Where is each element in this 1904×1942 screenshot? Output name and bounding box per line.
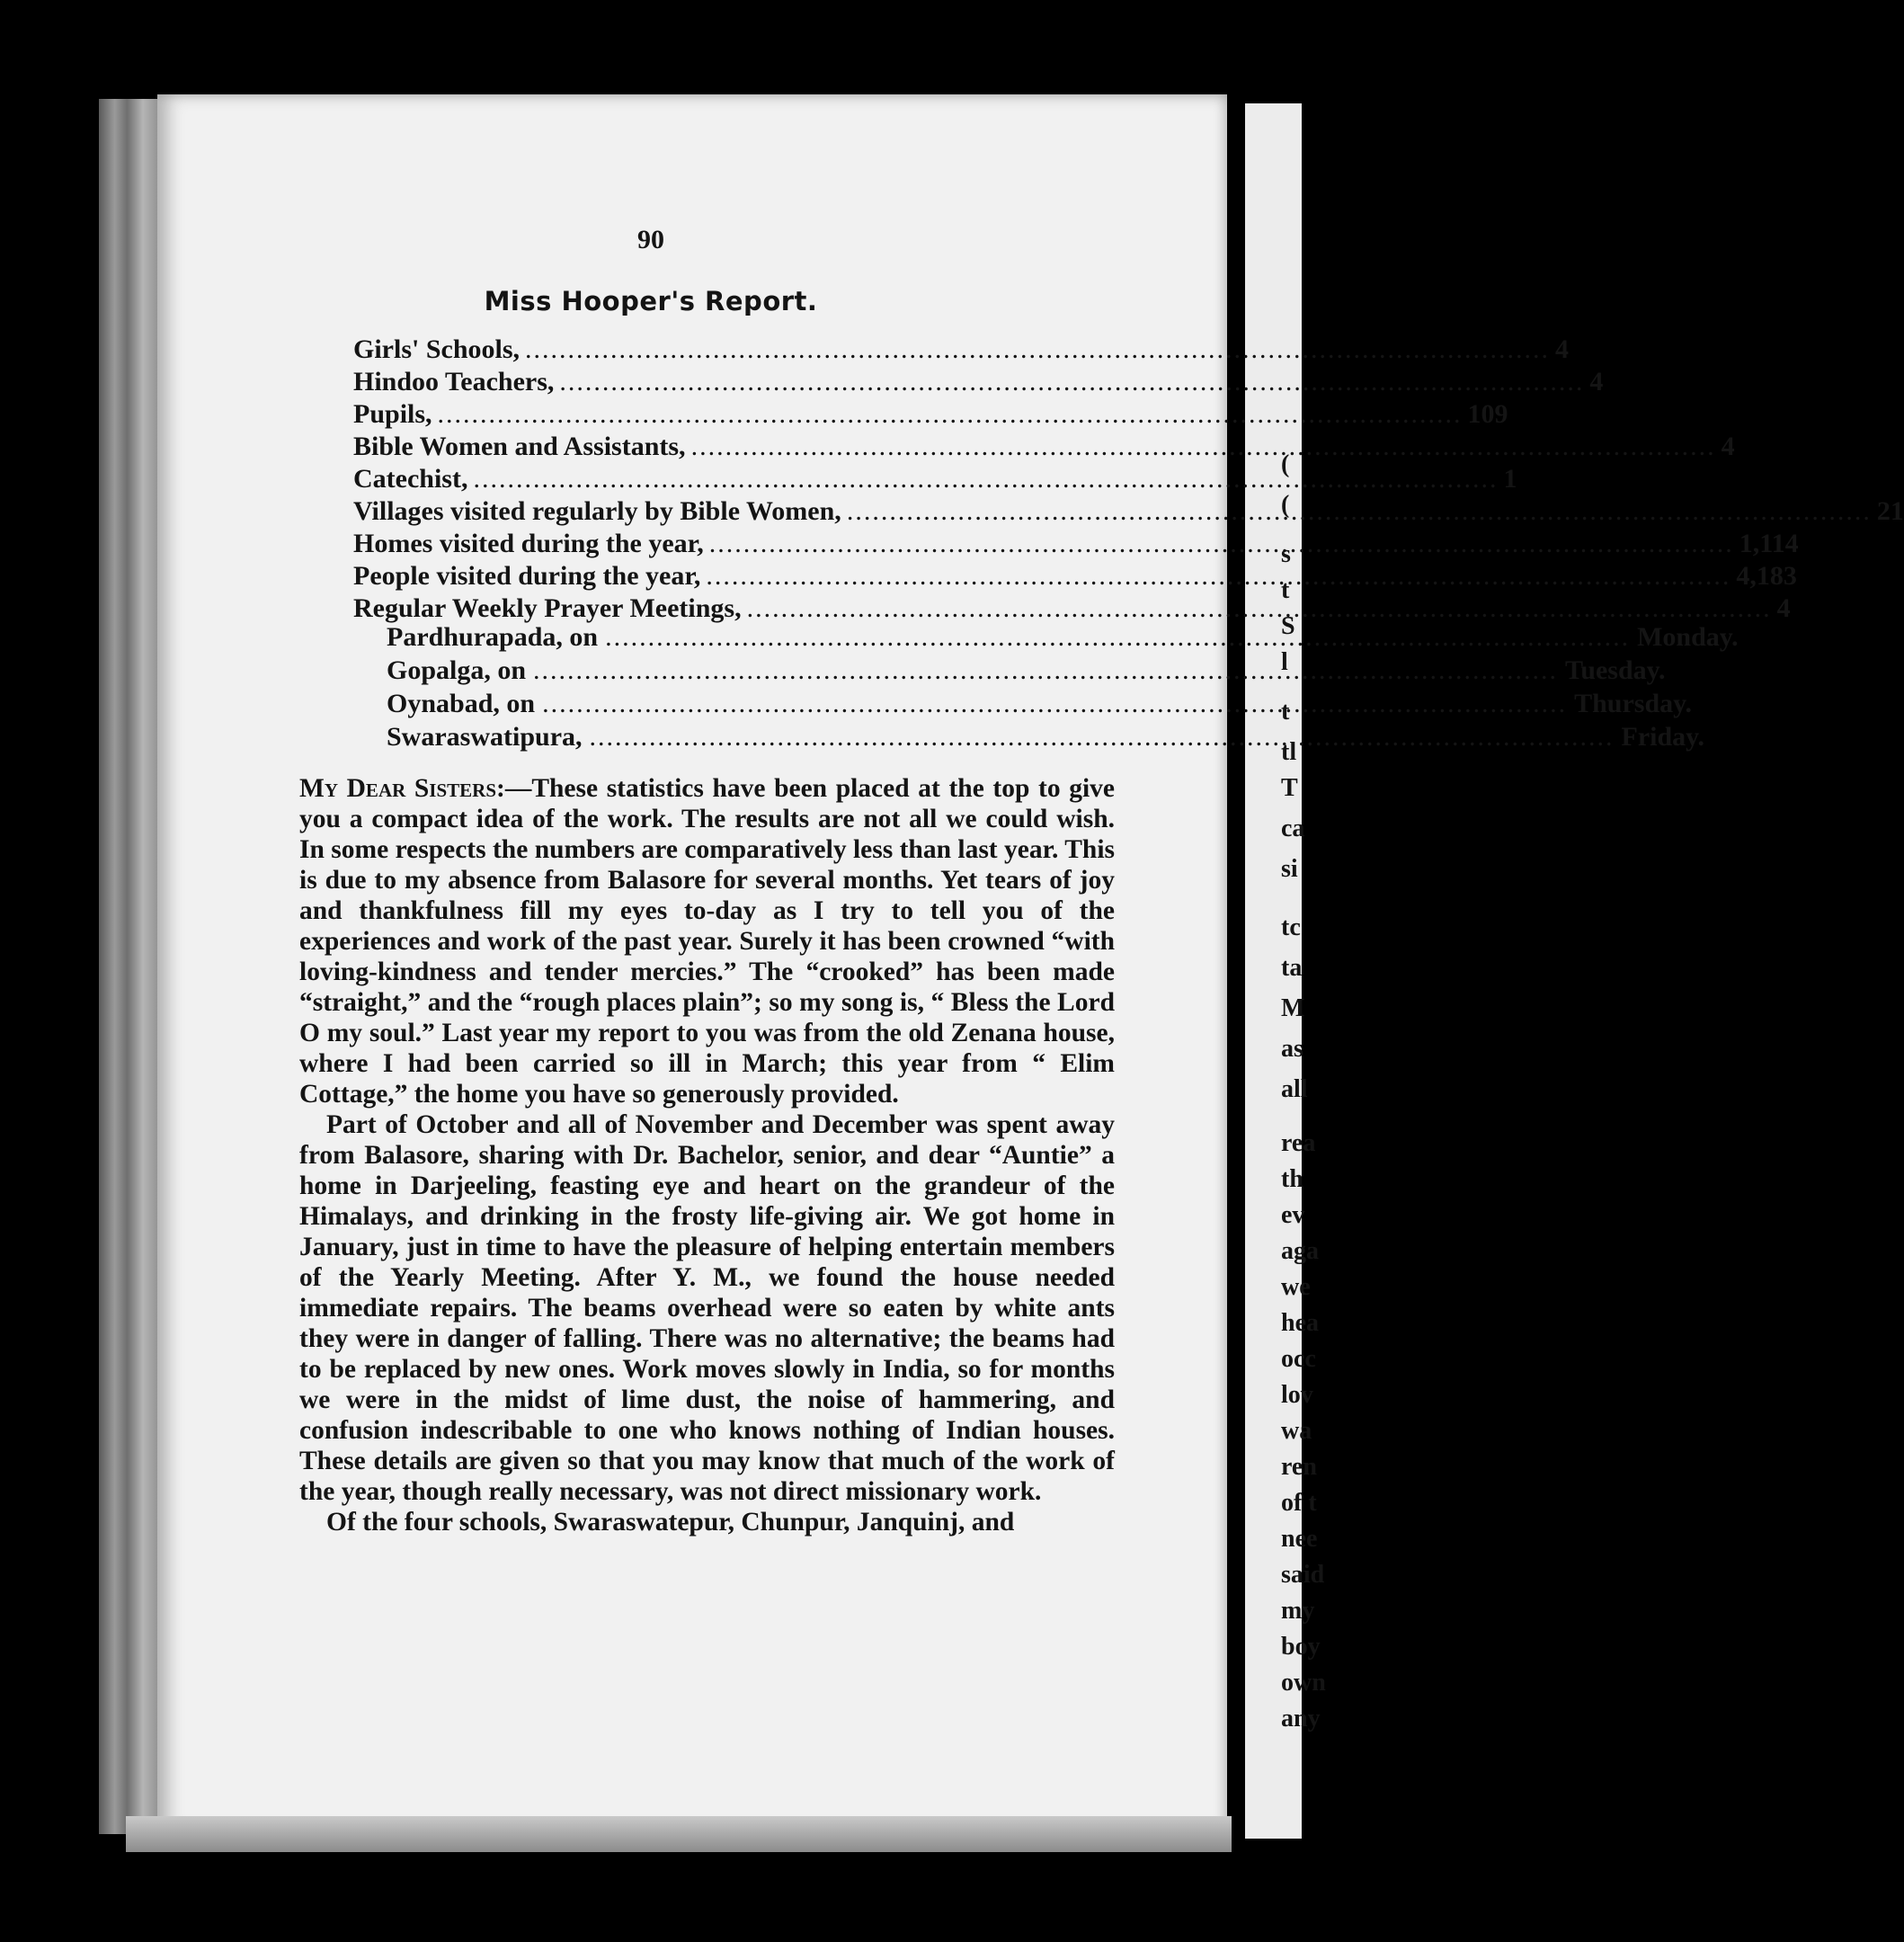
facing-page-fragment: said (1281, 1561, 1325, 1589)
facing-page-fragment: si (1281, 855, 1298, 883)
facing-page-fragment: nee (1281, 1525, 1318, 1553)
stat-value: 4,183 (1736, 561, 1797, 591)
dot-leader (590, 722, 1615, 753)
dot-leader (438, 399, 1463, 430)
meeting-place: Pardhurapada, on (387, 622, 599, 652)
stat-row (353, 561, 1797, 593)
facing-page-fragment: T (1281, 774, 1298, 802)
salutation: My Dear Sisters (299, 774, 497, 803)
facing-page-fragment: t (1281, 698, 1290, 726)
facing-page-fragment: own (1281, 1669, 1326, 1697)
dot-leader (525, 334, 1550, 365)
meeting-row (387, 689, 1692, 722)
dot-leader (709, 529, 1734, 559)
dot-leader (706, 561, 1731, 592)
stat-row (353, 432, 1735, 464)
facing-page-fragment: tc (1281, 913, 1301, 941)
facing-page-fragment: occ (1281, 1345, 1316, 1373)
stat-row (353, 464, 1517, 496)
stat-row (353, 334, 1570, 367)
dot-leader (559, 367, 1584, 397)
stat-value: 109 (1467, 399, 1508, 429)
stat-row (353, 496, 1904, 529)
page-number: 90 (637, 225, 664, 254)
facing-page-fragment: ca (1281, 815, 1305, 842)
stat-label: Hindoo Teachers, (353, 367, 555, 396)
meeting-place: Oynabad, on (387, 689, 536, 718)
stat-row (353, 399, 1508, 432)
stat-label: Catechist, (353, 464, 468, 494)
statistics-table (353, 334, 1904, 626)
stat-label: Girls' Schools, (353, 334, 520, 364)
facing-page-fragment: of t (1281, 1489, 1317, 1517)
facing-page-fragment: t (1281, 576, 1290, 604)
facing-page-fragment: M (1281, 994, 1305, 1022)
meeting-place: Swaraswatipura, (387, 722, 583, 752)
facing-page-fragment: my (1281, 1597, 1315, 1625)
dot-leader (847, 496, 1872, 527)
report-title: Miss Hooper's Report. (484, 286, 818, 316)
facing-page-fragment: we (1281, 1273, 1311, 1301)
facing-page-fragment: rea (1281, 1129, 1316, 1157)
meeting-day: Tuesday. (1565, 655, 1666, 685)
stat-label: Pupils, (353, 399, 432, 429)
facing-page-fragment: ( (1281, 491, 1290, 519)
facing-page-fragment: tl (1281, 738, 1297, 766)
facing-page-fragment: ta (1281, 954, 1303, 982)
facing-page-fragment: l (1281, 648, 1288, 676)
dot-leader (473, 464, 1498, 494)
facing-page-fragment: aga (1281, 1237, 1319, 1265)
dot-leader (605, 622, 1630, 653)
meeting-row (387, 622, 1739, 655)
facing-page-fragment: any (1281, 1705, 1321, 1733)
facing-page-fragment: hea (1281, 1309, 1319, 1337)
stat-value: 21 (1876, 496, 1904, 526)
meeting-place: Gopalga, on (387, 655, 527, 685)
stat-label: People visited during the year, (353, 561, 701, 591)
stat-row (353, 367, 1604, 399)
stat-value: 4 (1589, 367, 1604, 396)
stat-value: 4 (1721, 432, 1735, 461)
paragraph-2: Part of October and all of November and December was spent away from Balasore, sharing with Dr. Bachelor, senior, and dear “Auntie” a home in Darjeeling, feasting eye and heart on the grandeur of the Himalays, and drinking in the frosty life-giving air. We got home in January, just in time to have the pleasure of helping entertain members of the Yearly Meeting. After Y. M., we found the house needed immediate repairs. The beams overhead were so eaten by white ants they were in danger of falling. There was no alternative; the beams had to be replaced by new ones. Work moves slowly in India, so for months we were in the midst of lime dust, the noise of hammering, and confusion indescribable to one who knows nothing of Indian houses. These details are given so that you may know that much of the work of the year, though really necessary, was not direct missionary work. (299, 1110, 1115, 1506)
paragraph-1-text: :—These statistics have been placed at the top to give you a compact idea of the work. The results are not all we could wish. In some respects the numbers are comparatively less than last year. This is due to my absence from Balasore for several months. Yet tears of joy and thankfulness fill my eyes to-day as I try to tell you of the experiences and work of the past year. Surely it has been crowned “with loving-kindness and tender mercies.” The “crooked” has been made “straight,” and the “rough places plain”; so my song is, “ Bless the Lord O my soul.” Last year my report to you was from the old Zenana house, where I had been carried so ill in March; this year from “ Elim Cottage,” the home you have so generously provided. (299, 774, 1115, 1109)
dot-leader (691, 432, 1716, 462)
stat-label: Villages visited regularly by Bible Women, (353, 496, 841, 526)
book-page-edges (99, 99, 162, 1834)
paragraph-3: Of the four schools, Swaraswatepur, Chunpur, Janquinj, and (326, 1508, 1015, 1537)
meeting-row (387, 655, 1666, 689)
meeting-day: Monday. (1637, 622, 1739, 652)
paragraph-1 (299, 773, 1115, 1109)
stat-row (353, 529, 1799, 561)
meeting-day: Thursday. (1574, 689, 1692, 718)
facing-page-fragment: lov (1281, 1381, 1313, 1409)
dot-leader (542, 689, 1567, 719)
stat-label: Homes visited during the year, (353, 529, 704, 558)
facing-page-fragment: as (1281, 1035, 1303, 1063)
dot-leader (747, 593, 1772, 624)
dot-leader (533, 655, 1558, 686)
stat-value: 1,114 (1739, 529, 1799, 558)
stat-value: 1 (1503, 464, 1517, 494)
facing-page-fragment: ren (1281, 1453, 1317, 1481)
facing-page-fragment: boy (1281, 1633, 1321, 1661)
stat-row (353, 593, 1791, 626)
stat-label: Bible Women and Assistants, (353, 432, 686, 461)
facing-page-fragment: s (1281, 540, 1291, 568)
book-bottom-edge (126, 1816, 1232, 1852)
meeting-day: Friday. (1621, 722, 1705, 752)
facing-page-fragment: ev (1281, 1201, 1305, 1229)
facing-page-fragment: ( (1281, 450, 1290, 478)
stat-value: 4 (1555, 334, 1570, 364)
facing-page-fragment: S (1281, 612, 1295, 640)
report-body (299, 773, 1115, 1537)
stat-value: 4 (1776, 593, 1791, 623)
facing-page-fragment: th (1281, 1165, 1303, 1193)
facing-page-fragment: all (1281, 1075, 1308, 1103)
stat-label: Regular Weekly Prayer Meetings, (353, 593, 742, 623)
facing-page-fragment: wa (1281, 1417, 1312, 1445)
